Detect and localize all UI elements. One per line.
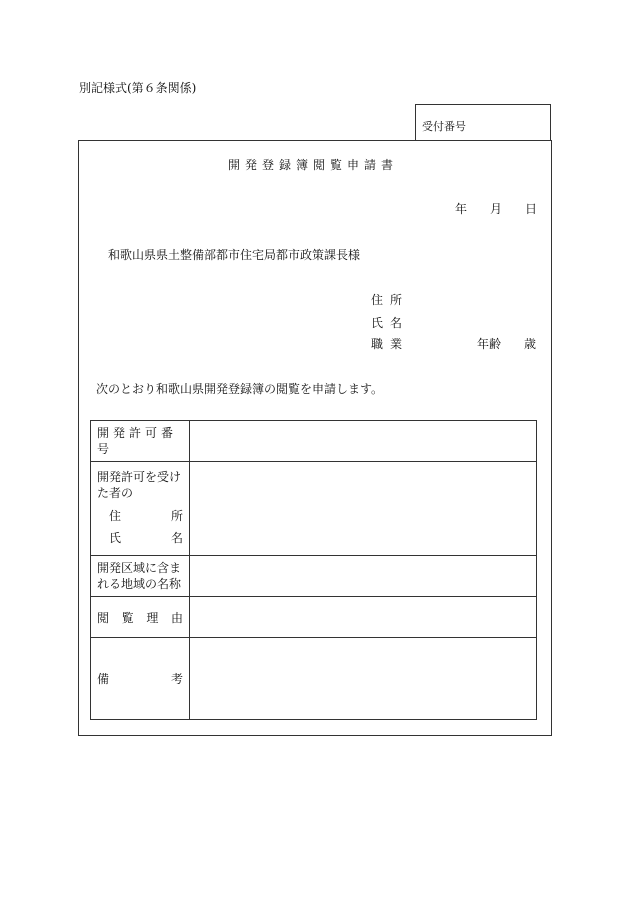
reason-char-3: 理 [146, 610, 159, 625]
reason-label-cell [91, 597, 190, 638]
permit-number-label-cell [91, 421, 190, 462]
document-title: 開発登録簿閲覧申請書 [228, 158, 399, 172]
area-name-label-line1: 開発区域に含ま [97, 561, 182, 575]
date-day-label: 日 [525, 202, 538, 216]
table-row [91, 597, 537, 638]
remarks-char-b: 考 [170, 672, 183, 686]
permittee-name-char-a: 氏 [109, 530, 122, 545]
permittee-name-char-b: 名 [170, 530, 183, 545]
date-year-label: 年 [455, 202, 468, 216]
reason-label [91, 609, 189, 626]
remarks-label [91, 670, 189, 687]
reason-char-2: 覧 [121, 610, 134, 625]
reason-field[interactable] [190, 597, 537, 638]
application-table [90, 420, 537, 720]
area-name-label-line2: れる地域の名称 [97, 577, 182, 591]
remarks-label-cell [91, 638, 190, 720]
date-month-label: 月 [490, 202, 503, 216]
applicant-address-label: 住所 [371, 293, 410, 307]
applicant-name-label: 氏名 [371, 316, 410, 330]
applicant-age-unit: 歳 [524, 337, 537, 351]
receipt-number-label: 受付番号 [422, 120, 466, 133]
area-name-label-cell [91, 556, 190, 597]
permittee-label-line1: 開発許可を受け [97, 469, 182, 484]
remarks-char-a: 備 [97, 672, 110, 686]
application-statement: 次のとおり和歌山県開発登録簿の閲覧を申請します。 [96, 382, 384, 396]
permittee-address-char-a: 住 [109, 508, 122, 523]
permittee-name-label [91, 527, 189, 549]
table-row [91, 421, 537, 462]
permittee-address-char-b: 所 [170, 508, 183, 523]
reason-char-1: 閲 [97, 610, 110, 625]
area-name-field[interactable] [190, 556, 537, 597]
remarks-field[interactable] [190, 638, 537, 720]
receipt-number-box[interactable] [415, 104, 551, 140]
table-row [91, 638, 537, 720]
permittee-field[interactable] [190, 462, 537, 556]
applicant-age-label: 年齢 [477, 337, 502, 351]
table-row [91, 556, 537, 597]
applicant-occupation-label: 職業 [371, 337, 410, 351]
form-reference: 別記様式(第６条関係) [79, 81, 197, 95]
permittee-label-line2: た者の [97, 485, 134, 500]
table-row [91, 462, 537, 556]
permit-number-field[interactable] [190, 421, 537, 462]
reason-char-4: 由 [170, 610, 183, 625]
permittee-address-label [91, 505, 189, 527]
addressee: 和歌山県県土整備部都市住宅局都市政策課長様 [108, 248, 361, 262]
permit-number-label: 開発許可番号 [97, 426, 178, 456]
permittee-label-cell [91, 462, 190, 556]
